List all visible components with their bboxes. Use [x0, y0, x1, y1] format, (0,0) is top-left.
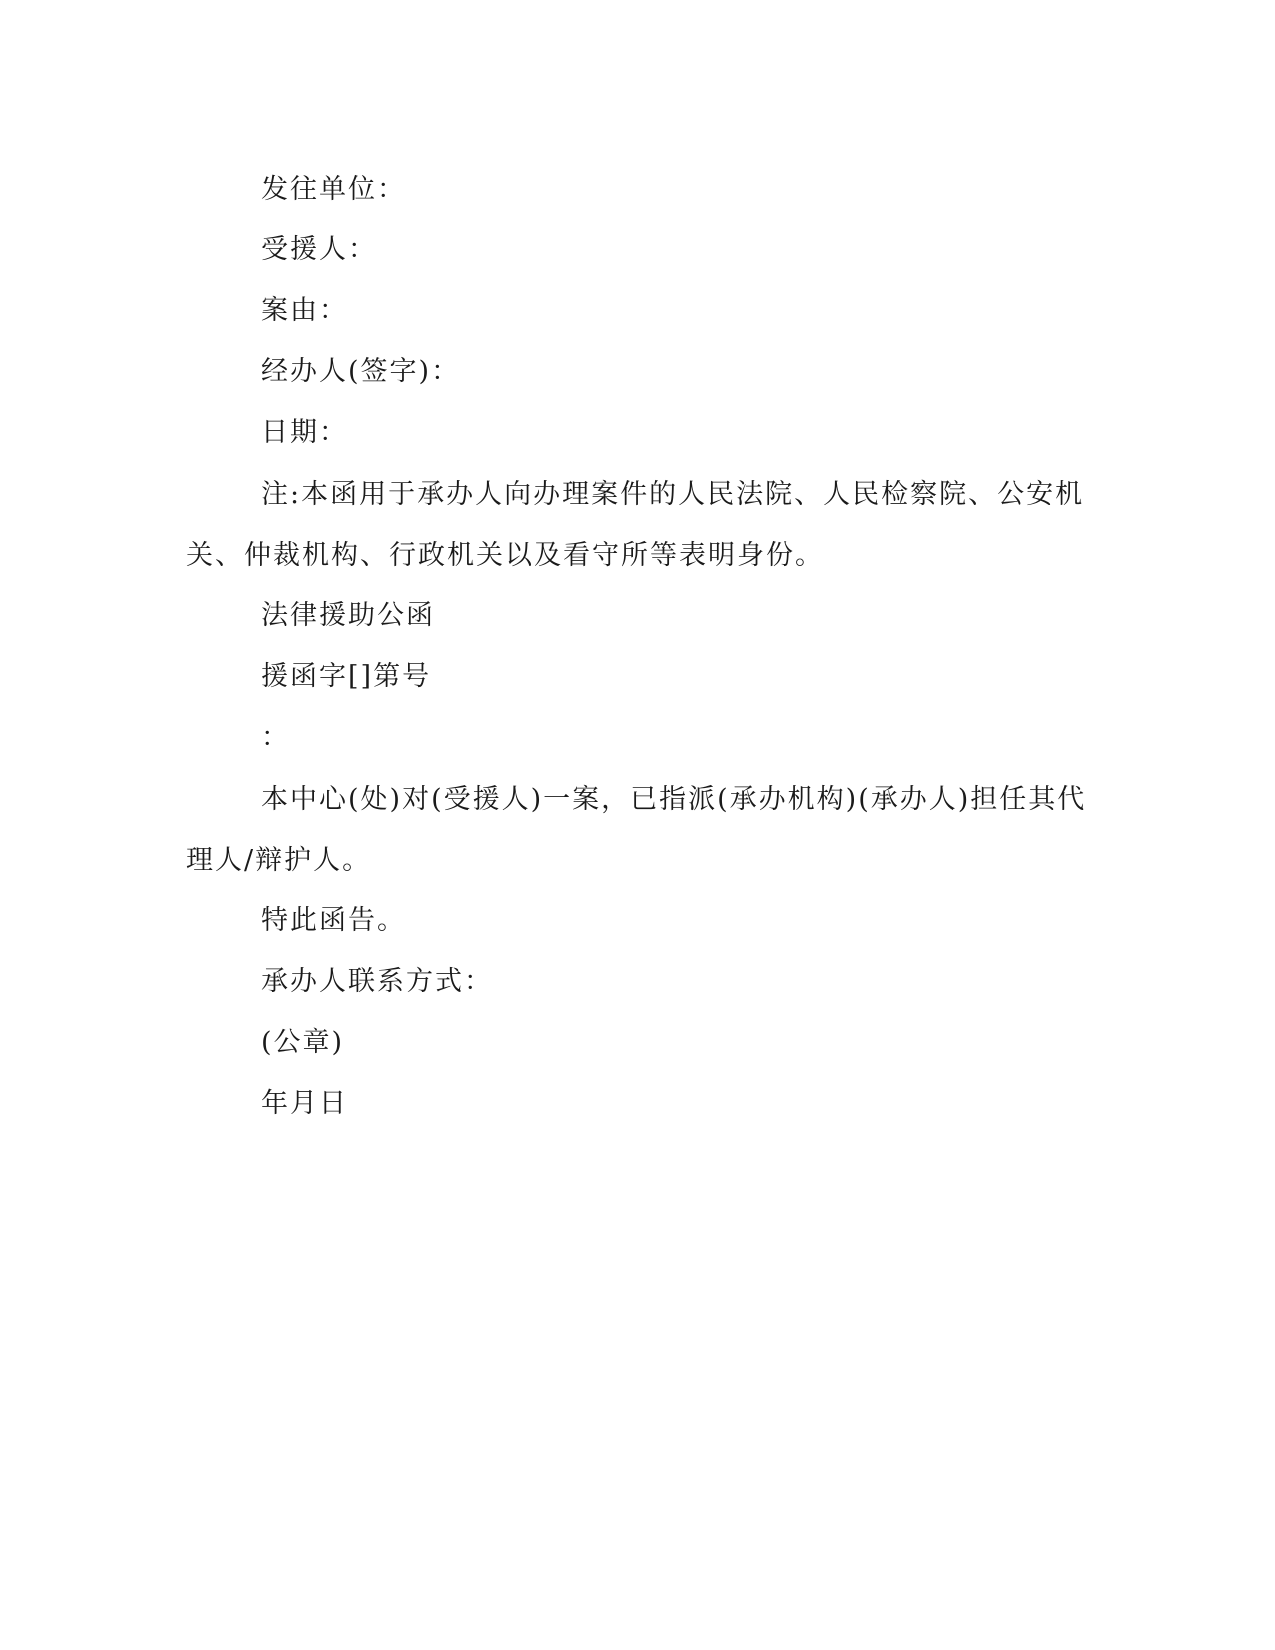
contact-line: 承办人联系方式：: [261, 966, 493, 997]
letter-title: 法律援助公函: [261, 600, 435, 631]
addressee-colon: ：: [261, 722, 290, 753]
letter-number: 援函字[]第号: [261, 661, 432, 692]
case-reason-line: 案由：: [261, 295, 348, 326]
footer-date-line: 年月日: [261, 1088, 348, 1119]
notice-line: 特此函告。: [261, 905, 406, 936]
recipient-line: 受援人：: [261, 234, 377, 265]
send-unit-line: 发往单位：: [261, 174, 406, 205]
seal-line: (公章): [261, 1027, 345, 1058]
handler-signature-line: 经办人(签字)：: [261, 356, 461, 387]
date-line: 日期：: [261, 417, 348, 448]
body-paragraph: 本中心(处)对(受援人)一案，已指派(承办机构)(承办人)担任其代理人/辩护人。: [186, 784, 1087, 876]
note-paragraph: 注:本函用于承办人向办理案件的人民法院、人民检察院、公安机关、仲裁机构、行政机关以及看守所等表明身份。: [186, 479, 1085, 571]
